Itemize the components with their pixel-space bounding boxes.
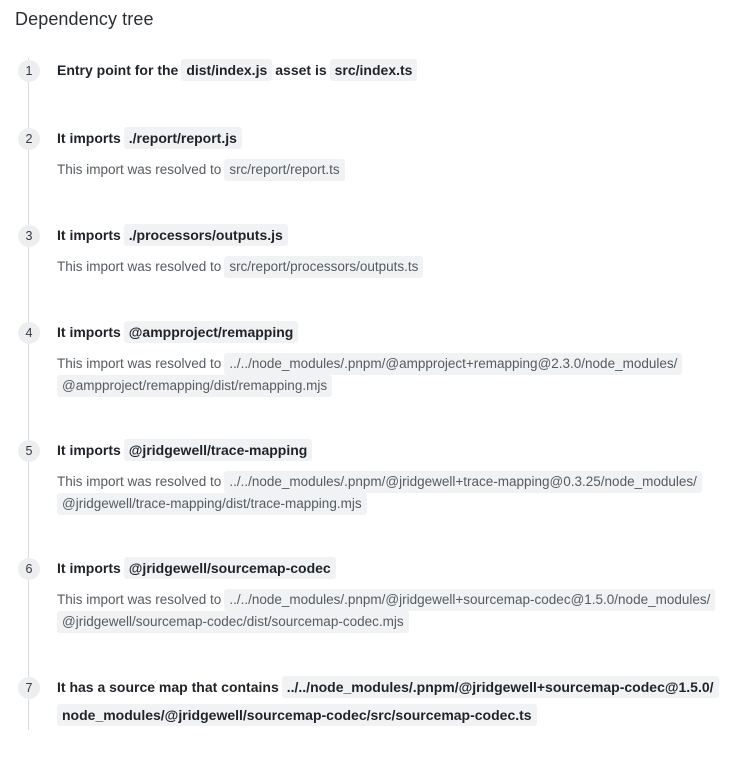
import-row — [57, 557, 729, 579]
resolved-path-code: ../../node_modules/.pnpm/@ampproject+remapping@2.3.0/node_modules/ — [224, 353, 682, 375]
import-row — [57, 224, 729, 246]
step-number-badge: 4 — [18, 322, 40, 344]
resolved-path-code: src/report/processors/outputs.ts — [224, 256, 423, 278]
resolved-path-code-cont: @jridgewell/trace-mapping/dist/trace-mapping.mjs — [57, 493, 367, 515]
asset-code: dist/index.js — [181, 59, 272, 81]
resolved-path-code: ../../node_modules/.pnpm/@jridgewell+sourcemap-codec@1.5.0/node_modules/ — [224, 589, 715, 611]
timeline-rail — [28, 58, 29, 730]
source-map-row-cont — [57, 704, 729, 726]
source-map-label: It has a source map that contains — [57, 679, 279, 695]
resolved-path-code-cont: @ampproject/remapping/dist/remapping.mjs — [57, 375, 332, 397]
module-code: @ampproject/remapping — [124, 321, 299, 343]
step-number-badge: 7 — [18, 677, 40, 699]
step-number-badge: 6 — [18, 558, 40, 580]
import-label: It imports — [57, 560, 121, 576]
module-code: ./report/report.js — [124, 127, 242, 149]
import-row — [57, 127, 729, 149]
resolved-row-cont — [57, 493, 729, 515]
step-number-badge: 5 — [18, 440, 40, 462]
resolved-row — [57, 471, 729, 493]
resolved-path-code: ../../node_modules/.pnpm/@jridgewell+trace-mapping@0.3.25/node_modules/ — [224, 471, 702, 493]
resolved-row-cont — [57, 611, 729, 633]
source-path-code-cont: node_modules/@jridgewell/sourcemap-codec/src/sourcemap-codec.ts — [57, 704, 537, 726]
page-title: Dependency tree — [15, 9, 154, 29]
import-label: It imports — [57, 130, 121, 146]
resolved-label: This import was resolved to — [57, 162, 222, 177]
resolved-row — [57, 256, 729, 278]
resolved-label: This import was resolved to — [57, 592, 222, 607]
resolved-row — [57, 159, 729, 181]
resolved-label: This import was resolved to — [57, 259, 222, 274]
resolved-row-cont — [57, 375, 729, 397]
resolved-label: This import was resolved to — [57, 474, 222, 489]
module-code: @jridgewell/sourcemap-codec — [124, 557, 336, 579]
source-path-code: ../../node_modules/.pnpm/@jridgewell+sourcemap-codec@1.5.0/ — [282, 676, 719, 698]
import-label: It imports — [57, 442, 121, 458]
resolved-row — [57, 589, 729, 611]
resolved-row — [57, 353, 729, 375]
entry-text: Entry point for the — [57, 62, 179, 78]
step-number-badge: 3 — [18, 225, 40, 247]
step-entry-row — [57, 59, 729, 81]
import-row — [57, 321, 729, 343]
resolved-path-code-cont: @jridgewell/sourcemap-codec/dist/sourcemap-codec.mjs — [57, 611, 409, 633]
step-number-badge: 2 — [18, 128, 40, 150]
entry-file-code: src/index.ts — [330, 59, 418, 81]
resolved-label: This import was resolved to — [57, 356, 222, 371]
entry-text-2: asset is — [275, 62, 327, 78]
resolved-path-code: src/report/report.ts — [224, 159, 344, 181]
module-code: @jridgewell/trace-mapping — [124, 439, 313, 461]
import-label: It imports — [57, 324, 121, 340]
import-row — [57, 439, 729, 461]
import-label: It imports — [57, 227, 121, 243]
source-map-row — [57, 676, 729, 698]
step-number-badge: 1 — [18, 60, 40, 82]
module-code: ./processors/outputs.js — [124, 224, 288, 246]
